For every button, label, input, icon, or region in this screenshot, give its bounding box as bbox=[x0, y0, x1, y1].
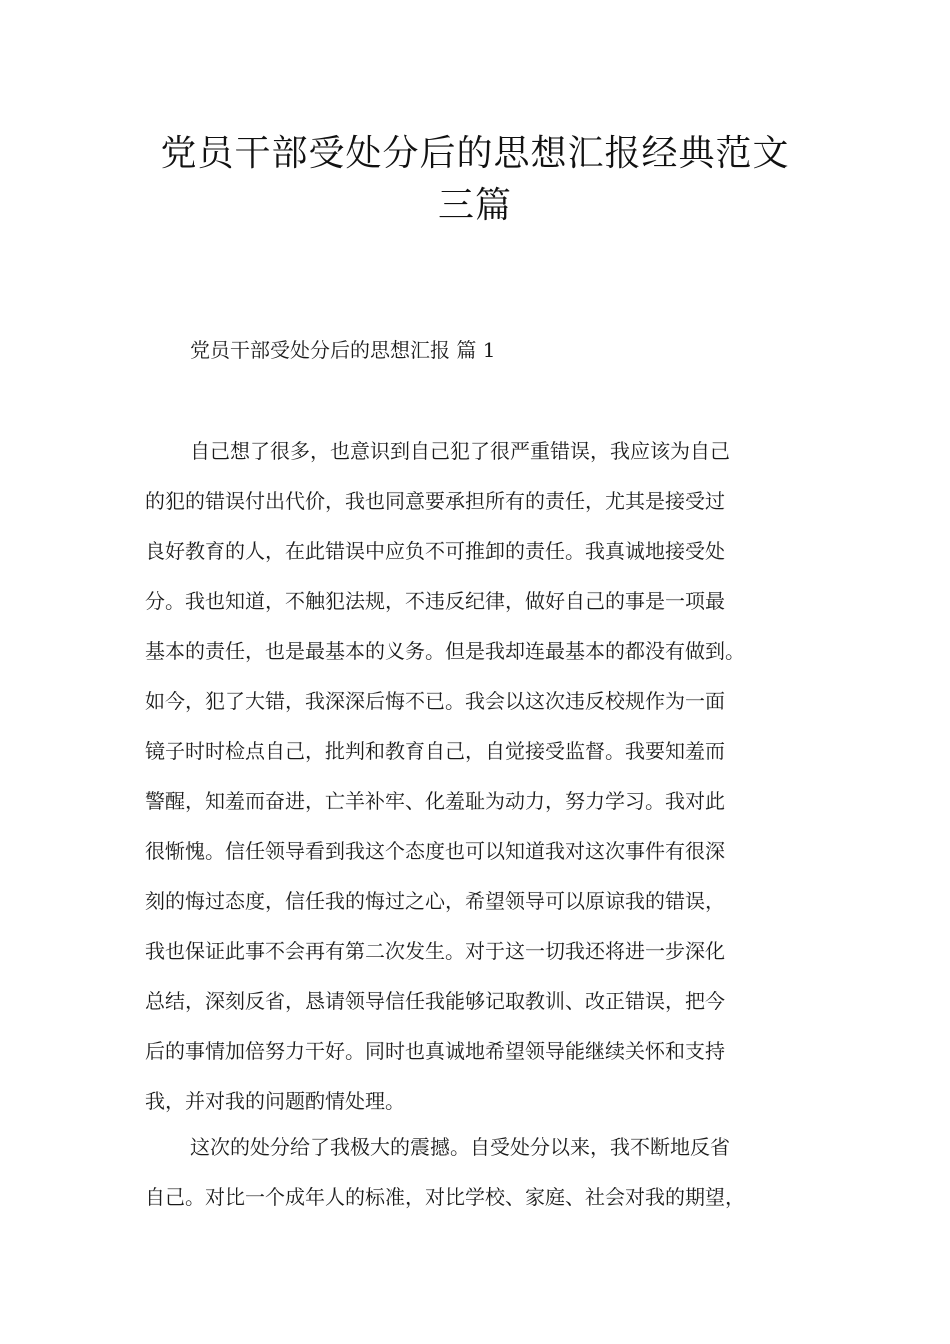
section-heading: 党员干部受处分后的思想汇报 篇 1 bbox=[190, 338, 496, 362]
paragraph-line: 我，并对我的问题酌情处理。 bbox=[145, 1089, 405, 1113]
paragraph-line: 后的事情加倍努力干好。同时也真诚地希望领导能继续关怀和支持 bbox=[145, 1039, 725, 1063]
paragraph-line: 基本的责任，也是最基本的义务。但是我却连最基本的都没有做到。 bbox=[145, 639, 745, 663]
paragraph-line: 这次的处分给了我极大的震撼。自受处分以来，我不断地反省 bbox=[190, 1135, 730, 1159]
document-title bbox=[100, 128, 850, 232]
paragraph-line: 很惭愧。信任领导看到我这个态度也可以知道我对这次事件有很深 bbox=[145, 839, 725, 863]
title-line-2: 三篇 bbox=[437, 185, 512, 226]
paragraph-line: 警醒，知羞而奋进，亡羊补牢、化羞耻为动力，努力学习。我对此 bbox=[145, 789, 725, 813]
paragraph-2 bbox=[145, 1122, 825, 1222]
paragraph-line: 我也保证此事不会再有第二次发生。对于这一切我还将进一步深化 bbox=[145, 939, 725, 963]
paragraph-line: 分。我也知道，不触犯法规，不违反纪律，做好自己的事是一项最 bbox=[145, 589, 725, 613]
paragraph-line: 的犯的错误付出代价，我也同意要承担所有的责任，尤其是接受过 bbox=[145, 489, 725, 513]
paragraph-line: 自己。对比一个成年人的标准，对比学校、家庭、社会对我的期望， bbox=[145, 1185, 745, 1209]
paragraph-1 bbox=[145, 426, 825, 1126]
title-line-1: 党员干部受处分后的思想汇报经典范文 bbox=[160, 133, 790, 174]
paragraph-line: 总结，深刻反省，恳请领导信任我能够记取教训、改正错误，把今 bbox=[145, 989, 725, 1013]
paragraph-line: 如今，犯了大错，我深深后悔不已。我会以这次违反校规作为一面 bbox=[145, 689, 725, 713]
paragraph-line: 自己想了很多，也意识到自己犯了很严重错误，我应该为自己 bbox=[190, 439, 730, 463]
paragraph-line: 镜子时时检点自己，批判和教育自己，自觉接受监督。我要知羞而 bbox=[145, 739, 725, 763]
paragraph-line: 良好教育的人，在此错误中应负不可推卸的责任。我真诚地接受处 bbox=[145, 539, 725, 563]
paragraph-line: 刻的悔过态度，信任我的悔过之心，希望领导可以原谅我的错误， bbox=[145, 889, 725, 913]
